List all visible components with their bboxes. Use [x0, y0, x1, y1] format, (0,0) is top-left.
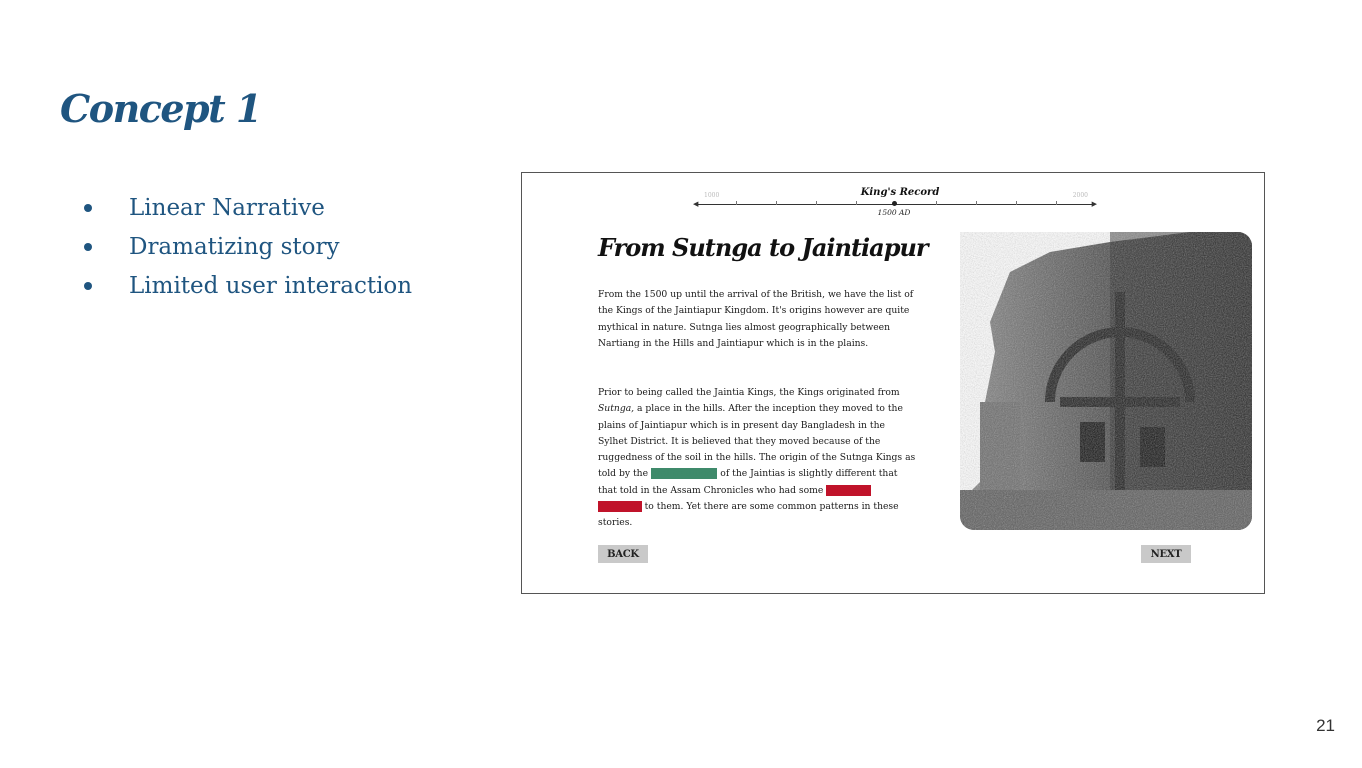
timeline-end-label: 2000 — [1072, 192, 1088, 199]
story-paragraph — [598, 385, 916, 532]
ruins-image-icon — [960, 232, 1252, 530]
bullet-text: Limited user interaction — [129, 272, 413, 299]
timeline-tick — [816, 201, 817, 205]
timeline[interactable] — [693, 187, 1097, 217]
bullet-text: Linear Narrative — [129, 194, 325, 221]
highlight-link-red[interactable]: reference historical — [598, 484, 872, 513]
story-paragraph: From the 1500 up until the arrival of the British, we have the list of the Kings of the Jaintiapur Kingdom. It's origins however are quite mythical in nature. Sutnga lies almost geographically between Nartiang in the Hills and Jaintiapur which is in the plains. — [598, 289, 914, 349]
timeline-start-label: 1000 — [704, 192, 720, 199]
highlight-link-green[interactable]: oral traditions — [650, 468, 718, 480]
app-mockup-frame — [521, 172, 1265, 594]
arrow-right-icon: ▶ — [1091, 200, 1097, 208]
ruins-photo — [960, 232, 1252, 530]
bullet-dot-icon — [84, 282, 92, 290]
timeline-tick — [976, 201, 977, 205]
story-text: to them. Yet there are some common patterns in these stories. — [598, 501, 899, 529]
timeline-tick — [936, 201, 937, 205]
back-button[interactable]: BACK — [598, 545, 648, 563]
timeline-tick — [776, 201, 777, 205]
timeline-tick — [1056, 201, 1057, 205]
bullet-text: Dramatizing story — [129, 233, 340, 260]
bullet-list — [80, 188, 412, 305]
bullet-dot-icon — [84, 204, 92, 212]
next-button[interactable]: NEXT — [1141, 545, 1191, 563]
arrow-left-icon: ◀ — [693, 200, 699, 208]
timeline-marker[interactable] — [892, 201, 897, 206]
timeline-date: 1500 AD — [877, 208, 911, 217]
timeline-tick — [736, 201, 737, 205]
story-text: Prior to being called the Jaintia Kings, the Kings originated from — [598, 387, 900, 398]
story-heading: From Sutnga to Jaintiapur — [598, 233, 928, 262]
bullet-item — [80, 266, 412, 305]
slide-title: Concept 1 — [60, 86, 261, 131]
story-text: of the Jaintias is slightly different that that told in the Assam Chronicles who had some — [598, 468, 898, 496]
bullet-item — [80, 188, 412, 227]
story-text-italic: Sutnga, — [598, 403, 635, 415]
page-number: 21 — [1316, 716, 1335, 735]
timeline-title: King's Record — [860, 187, 940, 198]
bullet-dot-icon — [84, 243, 92, 251]
timeline-tick — [856, 201, 857, 205]
bullet-item — [80, 227, 412, 266]
story-text: a place in the hills. After the inception they moved to the plains of Jaintiapur which is in present day Bangladesh in the Sylhet District. It is believed that they moved because of the ruggedness of the soil in the hills. The origin of the Sutnga Kings as told by the — [598, 403, 916, 480]
timeline-tick — [1016, 201, 1017, 205]
